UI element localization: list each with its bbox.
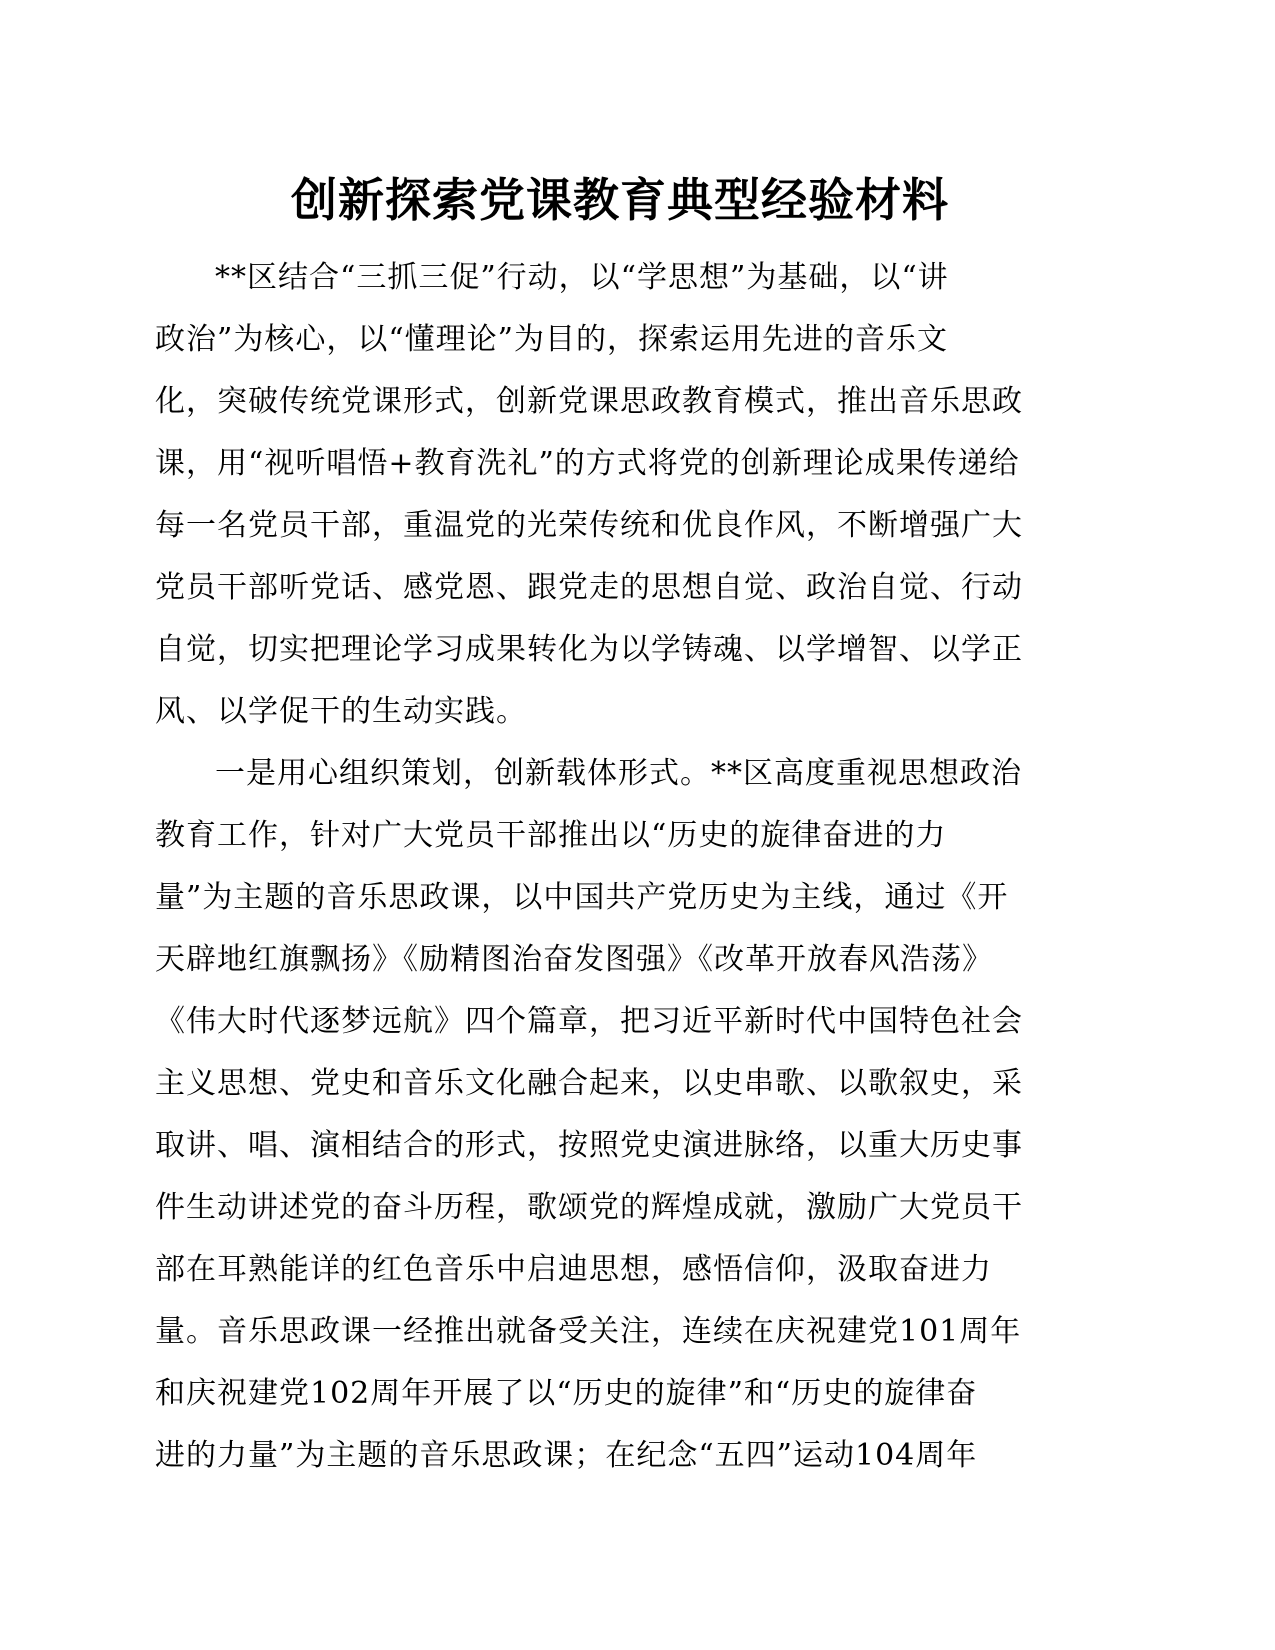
text-line: 部在耳熟能详的红色音乐中启迪思想，感悟信仰，汲取奋进力: [155, 1252, 992, 1287]
text-line: 教育工作，针对广大党员干部推出以“历史的旋律奋进的力: [155, 818, 947, 853]
text-line: 政治”为核心，以“懂理论”为目的，探索运用先进的音乐文: [155, 322, 949, 357]
text-line: 件生动讲述党的奋斗历程，歌颂党的辉煌成就，激励广大党员干: [155, 1190, 1023, 1225]
text-line: 和庆祝建党102周年开展了以“历史的旋律”和“历史的旋律奋: [155, 1376, 978, 1411]
text-line: 风、以学促干的生动实践。: [155, 694, 527, 729]
text-line: 天辟地红旗飘扬》《励精图治奋发图强》《改革开放春风浩荡》: [155, 942, 993, 977]
text-line: 党员干部听党话、感党恩、跟党走的思想自觉、政治自觉、行动: [155, 570, 1023, 605]
text-line: 课，用“视听唱悟+教育洗礼”的方式将党的创新理论成果传递给: [155, 446, 1020, 481]
text-line: 取讲、唱、演相结合的形式，按照党史演进脉络，以重大历史事: [155, 1128, 1023, 1163]
text-line: 量”为主题的音乐思政课，以中国共产党历史为主线，通过《开: [155, 880, 1009, 915]
text-line: 自觉，切实把理论学习成果转化为以学铸魂、以学增智、以学正: [155, 632, 1023, 667]
text-line: 一是用心组织策划，创新载体形式。**区高度重视思想政治: [215, 756, 1022, 791]
text-line: 《伟大时代逐梦远航》四个篇章，把习近平新时代中国特色社会: [155, 1004, 1023, 1039]
text-line: 进的力量”为主题的音乐思政课；在纪念“五四”运动104周年: [155, 1438, 978, 1473]
text-line: 量。音乐思政课一经推出就备受关注，连续在庆祝建党101周年: [155, 1314, 1022, 1349]
text-line: **区结合“三抓三促”行动，以“学思想”为基础，以“讲: [215, 260, 949, 295]
text-line: 化，突破传统党课形式，创新党课思政教育模式，推出音乐思政: [155, 384, 1023, 419]
document-body: [155, 247, 1040, 1487]
text-line: 每一名党员干部，重温党的光荣传统和优良作风，不断增强广大: [155, 508, 1023, 543]
text-line: 主义思想、党史和音乐文化融合起来，以史串歌、以歌叙史，采: [155, 1066, 1023, 1101]
document-title: 创新探索党课教育典型经验材料: [291, 173, 949, 227]
